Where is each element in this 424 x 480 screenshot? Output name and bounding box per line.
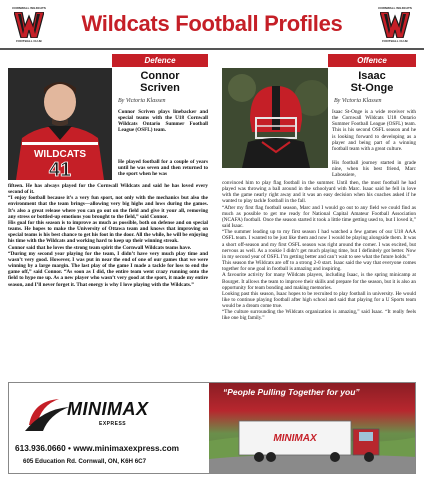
masthead — [0, 0, 424, 50]
offence-paragraph: convinced him to play flag football in the summer. Until then, the most football he had played was throwing a ball around in the schoolyard with Marc. Isaac said he fell in love with the game nearly right away and it was an easy decision when his coaches asked if he wanted to play tackle football in the fall. — [222, 180, 416, 205]
defence-player-last-name: Scriven — [140, 82, 180, 94]
isaac-st-onge-photo — [222, 68, 328, 168]
defence-paragraph: “During my second year playing for the team, I didn’t have very much play time and wasn’t very good. However, I was put in near the end of one of our games that we were winning by a large margin. The last play of the game I made a tackle for loss to end the game off,” said Connor. “As soon as I did, the entire team went crazy running onto the field to hype me up. As a new player who wasn’t very good at the sport, it made my entire season, and I’ll never forget it. That energy is why I love playing with the Wildcats.” — [8, 250, 208, 288]
jersey-number: 41 — [48, 159, 72, 180]
defence-paragraph: “I enjoy football because it’s a very fun sport, not only with the mechanics but also the environment that the team brings—allowing very big highs and lows during the games. It’s also a great release where you can go out on the field and give it your all, removing any stress or bottled-up emotions you brought to the field,” said Connor. — [8, 195, 208, 220]
ad-brand-panel — [9, 383, 209, 474]
minimax-advertisement[interactable] — [8, 382, 416, 474]
defence-paragraph: Connor said that he loves the strong team spirit the Cornwall Wildcats teams have. — [8, 244, 192, 251]
logo-caption-bottom: FOOTBALL CLUB — [382, 39, 408, 43]
offence-paragraph: “After my first flag football season, Marc and I would go out to any field we could find as much as possible to get me ready for National Capital Amateur Football Association (NCAFA) football. Once the season started it took a little time getting used to, but I loved it,” said Isaac. — [222, 204, 416, 230]
logo-caption-bottom: FOOTBALL CLUB — [16, 39, 42, 43]
offence-paragraph: A favourite activity for many Wildcats players, including Isaac, is the spring minicamp at Bourget. It allows the team to improve their skills and prepare for the season, but it is also an opportunity for team bonding and making memories. — [222, 272, 416, 291]
offence-intro-continued: His football journey started in grade nine, when his best friend, Marc Labossiere, — [332, 160, 416, 179]
logo-caption-top: CORNWALL WILDCATS — [378, 6, 412, 10]
logo-caption-top: CORNWALL WILDCATS — [12, 6, 46, 10]
page-title: Wildcats Football Profiles — [81, 11, 343, 36]
minimax-swoosh-logo-icon — [23, 395, 71, 437]
offence-paragraph: “The summer leading up to my first season I had watched a few games of our U18 AAA OSFL team. I wanted to be just like them and now I would be playing alongside them. It was a short off-season and my first OSFL season was right around the corner. I was excited, but nervous as well. As a rookie I didn’t get much playing time, but I definitely got better. Now in my second year of OSFL I’m getting better and can’t wait to see what the future holds.” — [222, 229, 416, 260]
ad-slogan: “People Pulling Together for you” — [223, 387, 360, 397]
jersey-text: WILDCATS — [33, 149, 87, 160]
wildcats-w-icon — [380, 12, 410, 38]
offence-player-last-name: St-Onge — [350, 82, 394, 94]
offence-paragraph: This season the Wildcats are off to a strong 2-0 start. Isaac said the way that everyone comes together for one goal in football is amazing and inspiring. — [222, 260, 416, 273]
ad-brand-subtitle: EXPRESS — [99, 421, 127, 427]
defence-player-first-name: Connor — [140, 70, 180, 82]
connor-scriven-photo — [8, 68, 112, 180]
wildcats-logo — [374, 6, 416, 44]
delivery-truck-icon — [209, 401, 416, 474]
wildcats-logo — [8, 6, 50, 44]
ad-brand-name: MINIMAX — [67, 399, 149, 419]
tab-offence: Offence — [328, 54, 416, 67]
defence-paragraph: fifteen. He has always played for the Cornwall Wildcats and said he has loved every second of it. — [8, 183, 208, 196]
offence-article-body — [222, 180, 416, 322]
defence-intro-continued: He played football for a couple of years until he was seven and then returned to the sport when he was — [118, 159, 208, 178]
offence-byline: By Victoria Klassen — [334, 98, 382, 104]
defence-paragraph: His goal for this season is to improve as much as possible, both on defense and on special teams. He hopes to make the University of Ottawa team and knows that improving on special teams is his best chance to get his foot in the door. All the while, he will be enjoying his time with the Wildcats and working hard to keep up their winning streak. — [8, 219, 208, 245]
ad-address: 605 Education Rd. Cornwall, ON, K6H 6C7 — [23, 458, 147, 465]
offence-intro: Isaac St-Onge is a wide receiver with the Cornwall Wildcats U18 Ontario Summer Football League (OSFL) team. This is his second OSFL season and he is looking forward to developing as a player and being part of a winning football team with a great culture. — [332, 109, 416, 152]
defence-byline: By Victoria Klassen — [118, 98, 166, 104]
offence-player-first-name: Isaac — [358, 70, 386, 82]
tab-defence: Defence — [112, 54, 208, 67]
ad-truck-panel — [209, 383, 416, 474]
defence-intro: Connor Scriven plays linebacker and special teams with the U18 Cornwall Wildcats Ontario Summer Football League (OSFL) team. — [118, 109, 208, 134]
wildcats-w-icon — [14, 12, 44, 38]
truck-brand-label: MINIMAX — [273, 433, 317, 444]
ad-contact-line[interactable]: 613.936.0660 • www.minimaxexpress.com — [15, 443, 180, 453]
offence-paragraph: “The culture surrounding the Wildcats organization is amazing,” said Isaac. “It really feels like one big family.” — [222, 309, 416, 322]
player-helmet-portrait-icon — [222, 68, 328, 168]
defence-article-body — [8, 183, 208, 288]
player-portrait-icon — [8, 68, 112, 180]
offence-paragraph: Looking past this season, Isaac hopes to be recruited to play football in university. He would like to continue playing football after high school and said that playing for a U Sports team would be a dream come true. — [222, 290, 416, 310]
